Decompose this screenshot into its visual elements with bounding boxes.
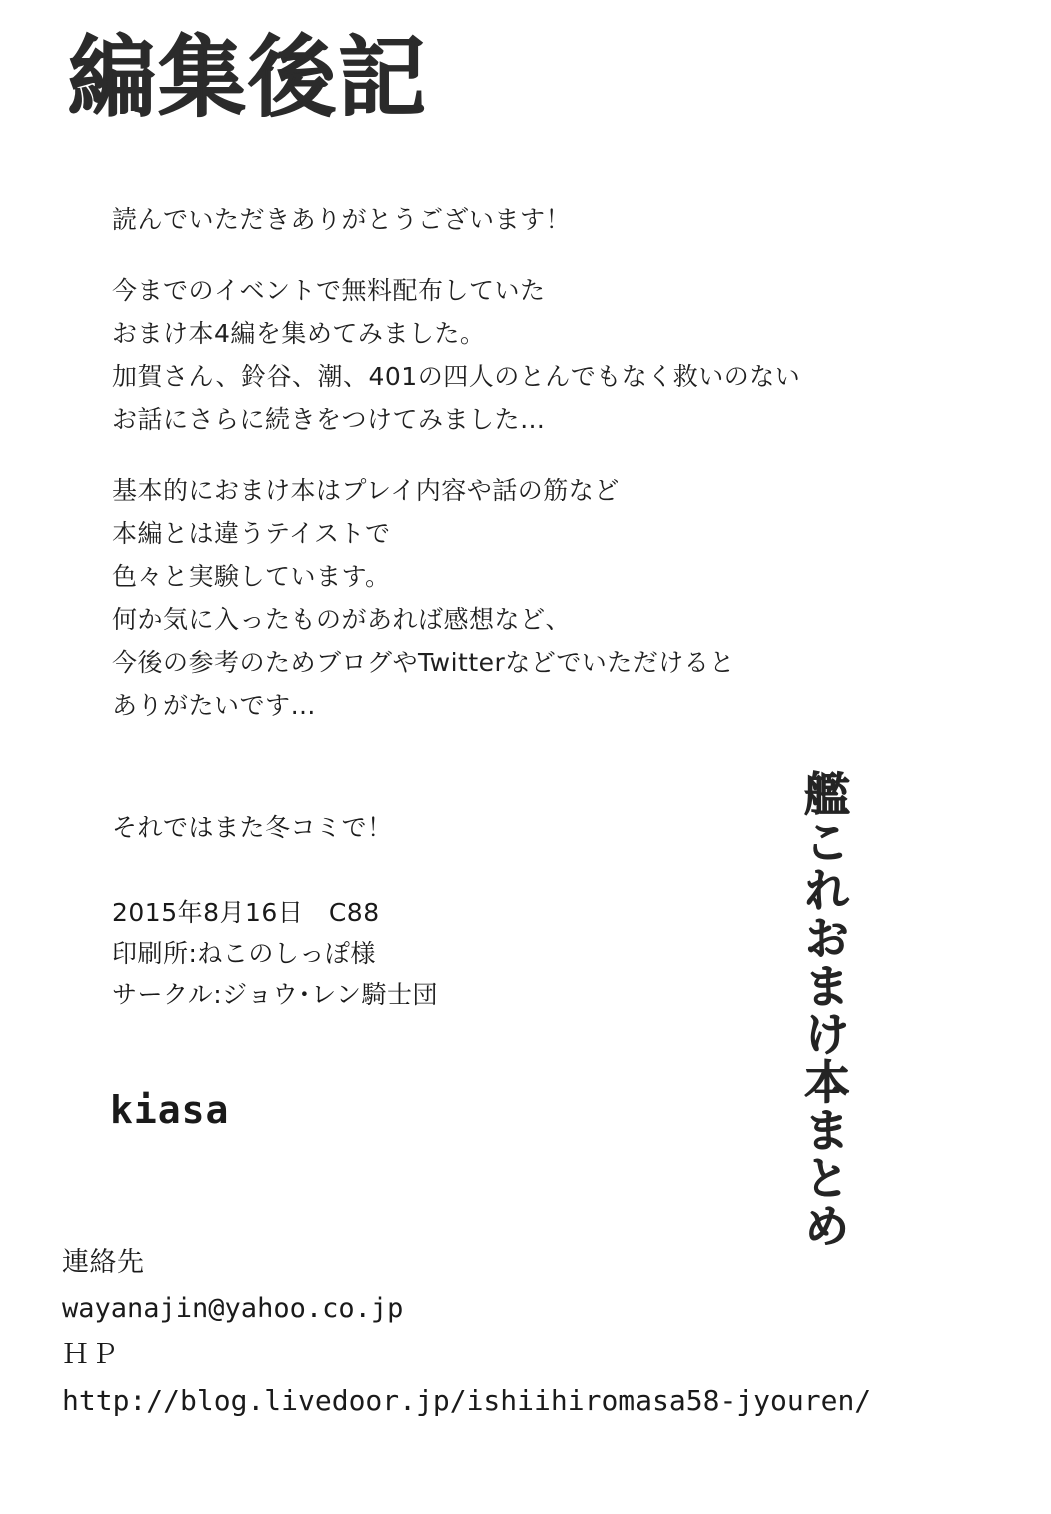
- paragraph-2-line-6: ありがたいです…: [112, 691, 317, 720]
- paragraph-1: [112, 269, 812, 441]
- paragraph-2-line-2: 本編とは違うテイストで: [112, 519, 391, 548]
- colophon-circle: サークル:ジョウ･レン騎士団: [112, 980, 439, 1009]
- contact-email: wayanajin@yahoo.co.jp: [62, 1293, 404, 1324]
- paragraph-2-line-3: 色々と実験しています。: [112, 562, 391, 591]
- author-name: kiasa: [110, 1088, 230, 1132]
- contact-url[interactable]: http://blog.livedoor.jp/ishiihiromasa58-jyouren/: [62, 1384, 872, 1417]
- paragraph-2-line-4: 何か気に入ったものがあれば感想など、: [112, 605, 572, 634]
- paragraph-1-line-4: お話にさらに続きをつけてみました…: [112, 405, 546, 434]
- paragraph-2: [112, 469, 812, 727]
- closing-line: それではまた冬コミで！: [112, 813, 393, 842]
- paragraph-2-line-1: 基本的におまけ本はプレイ内容や話の筋など: [112, 476, 620, 505]
- paragraph-1-line-1: 今までのイベントで無料配布していた: [112, 276, 546, 305]
- paragraph-1-line-3: 加賀さん、鈴谷、潮、401の四人のとんでもなく救いのない: [112, 362, 801, 391]
- contact-label: 連絡先: [62, 1247, 145, 1278]
- colophon-date: 2015年8月16日 C88: [112, 898, 380, 927]
- colophon-block: [112, 892, 438, 1015]
- contact-hp-label: ＨＰ: [62, 1339, 120, 1370]
- greeting-paragraph: [112, 198, 812, 241]
- side-vertical-title: 艦これおまけ本まとめ: [797, 770, 851, 1250]
- page-title: 編集後記: [68, 26, 429, 129]
- greeting-line: 読んでいただきありがとうございます！: [112, 205, 572, 234]
- paragraph-1-line-2: おまけ本4編を集めてみました。: [112, 319, 486, 348]
- afterword-body: [112, 198, 812, 727]
- paragraph-2-line-5: 今後の参考のためブログやTwitterなどでいただけると: [112, 648, 735, 677]
- contact-block: [62, 1240, 871, 1424]
- colophon-printer: 印刷所:ねこのしっぽ様: [112, 939, 376, 968]
